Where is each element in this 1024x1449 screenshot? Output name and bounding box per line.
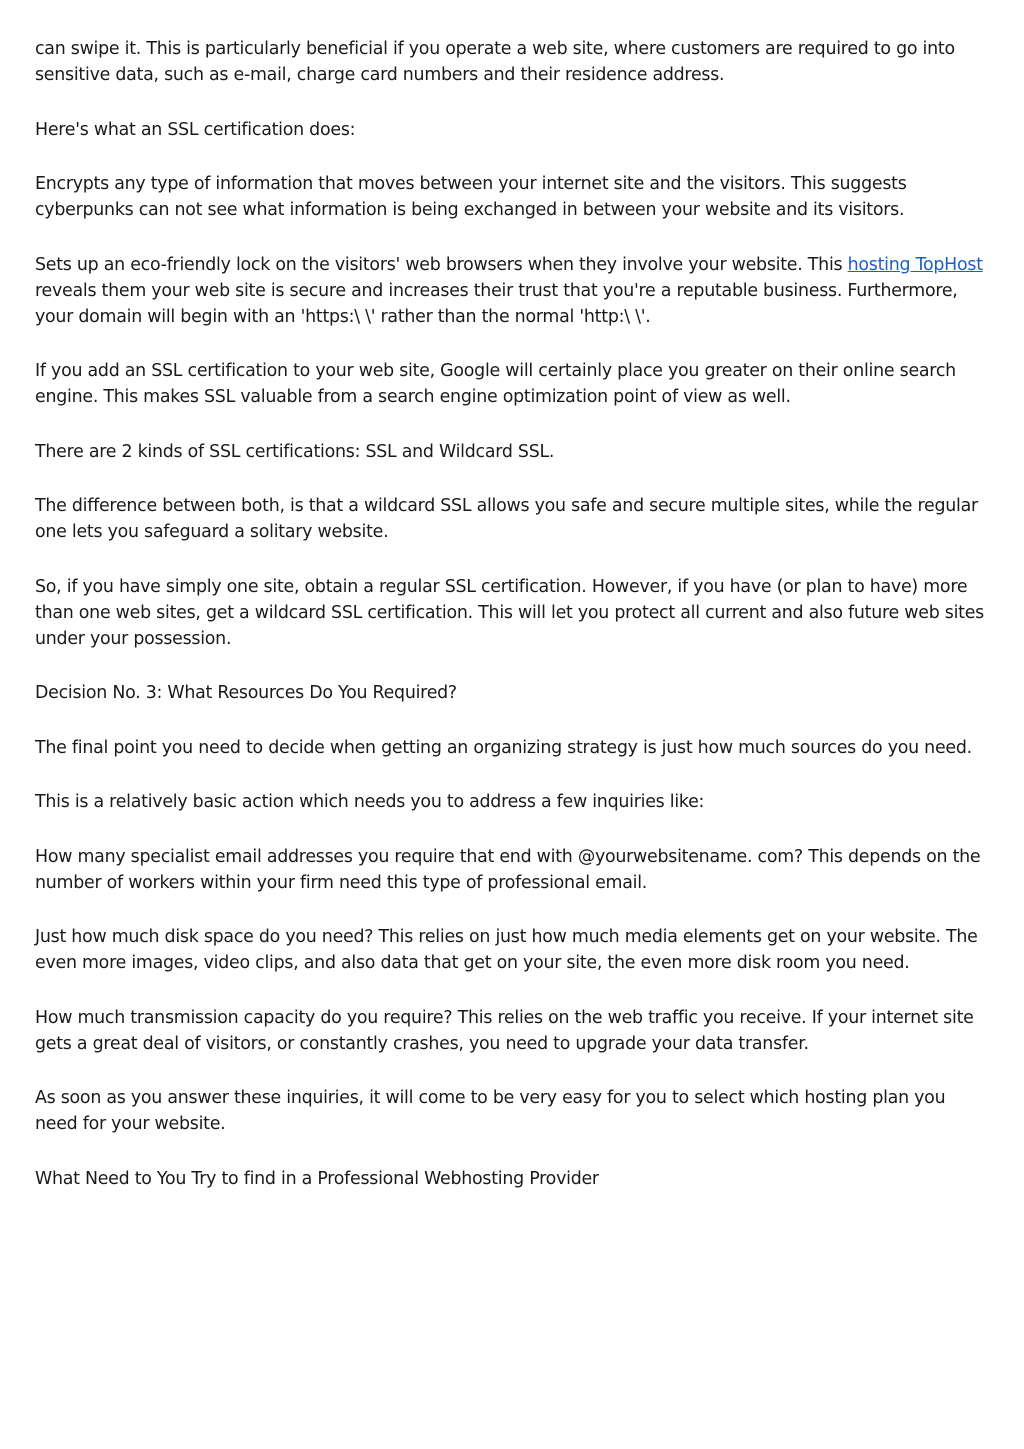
paragraph-disk-space: Just how much disk space do you need? This relies on just how much media elements get on your website. The even more images, video clips, and also data that get on your site, the even more disk room you need. xyxy=(35,927,978,973)
paragraph-green-lock-after: reveals them your web site is secure and increases their trust that you're a reputable business. Furthermore, your domain will begin with an 'https:\ \' rather than the normal 'http:\ \'. xyxy=(35,280,958,327)
paragraph-ssl-intro: can swipe it. This is particularly beneficial if you operate a web site, where customers are required to go into sensitive data, such as e-mail, charge card numbers and their residence address. xyxy=(35,39,955,85)
paragraph-google-ranking: If you add an SSL certification to your web site, Google will certainly place you greater on their online search engine. This makes SSL valuable from a search engine optimization point of view as well. xyxy=(35,361,956,407)
paragraph-green-lock xyxy=(35,252,993,330)
heading-decision-3: Decision No. 3: What Resources Do You Required? xyxy=(35,683,457,703)
paragraph-which-ssl: So, if you have simply one site, obtain a regular SSL certification. However, if you have (or plan to have) more than one web sites, get a wildcard SSL certification. This will let you protect all current and also future web sites under your possession. xyxy=(35,576,984,649)
paragraph-bandwidth: How much transmission capacity do you require? This relies on the web traffic you receive. If your internet site gets a great deal of visitors, or constantly crashes, you need to upgrade your data transfer. xyxy=(35,1007,974,1054)
paragraph-wildcard-difference: The difference between both, is that a wildcard SSL allows you safe and secure multiple sites, while the regular one lets you safeguard a solitary website. xyxy=(35,496,978,542)
paragraph-encrypts: Encrypts any type of information that moves between your internet site and the visitors. This suggests cyberpunks can not see what information is being exchanged in between your website and its visitors. xyxy=(35,174,907,220)
paragraph-email-addresses: How many specialist email addresses you require that end with @yourwebsitename. com? This depends on the number of workers within your firm need this type of professional email. xyxy=(35,846,981,893)
paragraph-ssl-kinds: There are 2 kinds of SSL certifications: SSL and Wildcard SSL. xyxy=(35,441,555,462)
document-page xyxy=(35,36,993,1220)
paragraph-basic-action: This is a relatively basic action which needs you to address a few inquiries like: xyxy=(35,792,705,812)
heading-webhosting-provider: What Need to You Try to find in a Professional Webhosting Provider xyxy=(35,1168,599,1189)
paragraph-green-lock-before: Sets up an eco-friendly lock on the visitors' web browsers when they involve your website. This xyxy=(35,254,848,275)
paragraph-final-point: The final point you need to decide when getting an organizing strategy is just how much sources do you need. xyxy=(35,737,972,758)
paragraph-ssl-does: Here's what an SSL certification does: xyxy=(35,119,356,140)
hosting-tophost-link[interactable]: hosting TopHost xyxy=(847,254,983,275)
paragraph-answer-inquiries: As soon as you answer these inquiries, it will come to be very easy for you to select which hosting plan you need for your website. xyxy=(35,1088,946,1134)
